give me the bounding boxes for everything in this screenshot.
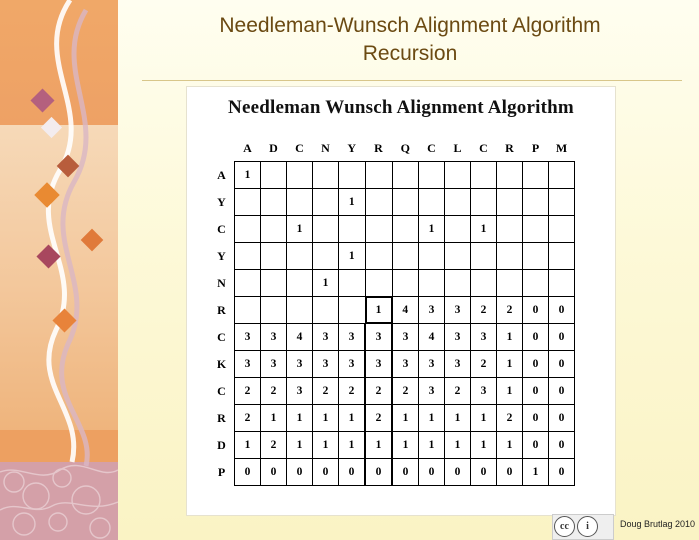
matrix-row-header: P (217, 464, 226, 479)
matrix-cell: 1 (497, 378, 523, 405)
matrix-cell (419, 189, 445, 216)
matrix-cell: 1 (497, 351, 523, 378)
matrix-cell (365, 189, 392, 216)
matrix-row-header: K (216, 356, 227, 371)
matrix-cell: 1 (339, 432, 366, 459)
matrix-row-header: D (217, 437, 226, 452)
matrix-cell (497, 243, 523, 270)
matrix-cell (523, 243, 549, 270)
matrix-cell (523, 189, 549, 216)
matrix-cell (497, 162, 523, 189)
matrix-cell: 0 (339, 459, 366, 486)
matrix-cell (471, 162, 497, 189)
matrix-cell (313, 189, 339, 216)
matrix-cell: 3 (471, 378, 497, 405)
matrix-cell: 3 (339, 324, 366, 351)
matrix-cell (471, 189, 497, 216)
matrix-cell: 2 (471, 297, 497, 324)
matrix-cell (235, 216, 261, 243)
matrix-cell (261, 243, 287, 270)
matrix-cell: 1 (339, 243, 366, 270)
matrix-cell: 0 (523, 324, 549, 351)
matrix-cell: 0 (313, 459, 339, 486)
matrix-row (209, 270, 575, 297)
matrix-cell (392, 189, 419, 216)
matrix-row (209, 459, 575, 486)
matrix-row (209, 243, 575, 270)
matrix-cell (365, 243, 392, 270)
matrix-cell: 1 (445, 432, 471, 459)
matrix-row-header: C (217, 221, 226, 236)
matrix-cell (523, 162, 549, 189)
alignment-matrix (209, 135, 575, 486)
matrix-column-header: R (505, 140, 514, 155)
matrix-cell (523, 216, 549, 243)
matrix-cell: 1 (235, 162, 261, 189)
matrix-row (209, 405, 575, 432)
matrix-cell: 0 (365, 459, 392, 486)
matrix-cell (445, 189, 471, 216)
matrix-cell: 2 (471, 351, 497, 378)
matrix-cell: 1 (261, 405, 287, 432)
matrix-cell: 3 (419, 297, 445, 324)
matrix-cell: 1 (313, 405, 339, 432)
matrix-cell: 1 (497, 432, 523, 459)
matrix-row-header: R (217, 302, 226, 317)
matrix-corner-cell (209, 135, 235, 162)
matrix-header-row (209, 135, 575, 162)
matrix-cell: 3 (261, 324, 287, 351)
matrix-cell (235, 243, 261, 270)
matrix-cell: 0 (549, 405, 575, 432)
matrix-cell: 0 (549, 324, 575, 351)
matrix-cell (392, 243, 419, 270)
matrix-cell: 2 (261, 378, 287, 405)
matrix-cell: 3 (445, 351, 471, 378)
matrix-row (209, 351, 575, 378)
matrix-cell: 0 (392, 459, 419, 486)
matrix-column-header: L (453, 140, 462, 155)
matrix-cell: 2 (392, 378, 419, 405)
matrix-row (209, 297, 575, 324)
matrix-column-header: C (427, 140, 436, 155)
matrix-column-header: Y (347, 140, 357, 155)
matrix-cell: 3 (445, 297, 471, 324)
matrix-column-header: R (374, 140, 383, 155)
matrix-cell (339, 216, 366, 243)
decorative-left-band (0, 0, 118, 540)
matrix-cell: 1 (339, 189, 366, 216)
matrix-cell: 2 (235, 378, 261, 405)
matrix-row-header: C (217, 383, 226, 398)
matrix-cell: 0 (549, 459, 575, 486)
matrix-cell: 1 (471, 405, 497, 432)
slide-title-line1: Needleman-Wunsch Alignment Algorithm (219, 14, 601, 37)
matrix-cell (365, 216, 392, 243)
matrix-cell: 3 (313, 351, 339, 378)
matrix-cell (261, 297, 287, 324)
cc-attribution-icon: i (577, 516, 598, 537)
matrix-cell: 1 (313, 432, 339, 459)
matrix-column-header: A (243, 140, 252, 155)
matrix-cell: 1 (392, 432, 419, 459)
matrix-cell: 0 (445, 459, 471, 486)
matrix-row-header: C (217, 329, 226, 344)
matrix-cell: 3 (392, 351, 419, 378)
matrix-cell: 3 (287, 351, 313, 378)
matrix-cell (235, 270, 261, 297)
matrix-cell (261, 216, 287, 243)
matrix-cell (445, 216, 471, 243)
matrix-cell (339, 270, 366, 297)
matrix-cell: 0 (235, 459, 261, 486)
matrix-cell: 0 (523, 432, 549, 459)
matrix-cell: 2 (445, 378, 471, 405)
matrix-cell (287, 270, 313, 297)
matrix-cell: 1 (313, 270, 339, 297)
matrix-cell: 2 (365, 405, 392, 432)
matrix-cell: 0 (549, 351, 575, 378)
matrix-cell: 2 (497, 405, 523, 432)
matrix-cell: 3 (287, 378, 313, 405)
matrix-cell (287, 162, 313, 189)
matrix-cell: 2 (497, 297, 523, 324)
cc-icon: cc (554, 516, 575, 537)
matrix-cell (261, 270, 287, 297)
matrix-cell: 1 (523, 459, 549, 486)
matrix-cell (313, 243, 339, 270)
matrix-cell (287, 297, 313, 324)
matrix-cell (523, 270, 549, 297)
matrix-cell (445, 270, 471, 297)
matrix-cell: 3 (471, 324, 497, 351)
matrix-cell: 3 (313, 324, 339, 351)
matrix-cell: 0 (523, 405, 549, 432)
matrix-cell: 1 (419, 405, 445, 432)
matrix-cell (313, 216, 339, 243)
matrix-cell: 0 (419, 459, 445, 486)
matrix-cell (419, 162, 445, 189)
matrix-cell: 3 (419, 378, 445, 405)
ribbon-swirl-icon (0, 0, 118, 540)
matrix-cell (549, 216, 575, 243)
matrix-cell (392, 162, 419, 189)
matrix-cell: 4 (287, 324, 313, 351)
matrix-cell: 3 (445, 324, 471, 351)
matrix-cell: 1 (471, 432, 497, 459)
matrix-cell: 4 (419, 324, 445, 351)
matrix-cell (549, 270, 575, 297)
matrix-cell (392, 270, 419, 297)
matrix-cell: 0 (523, 297, 549, 324)
matrix-cell (445, 162, 471, 189)
matrix-cell (419, 270, 445, 297)
matrix-column-header: D (269, 140, 278, 155)
credit-text: Doug Brutlag 2010 (620, 519, 696, 529)
matrix-cell: 0 (523, 378, 549, 405)
matrix-cell: 1 (287, 432, 313, 459)
matrix-cell (497, 270, 523, 297)
matrix-cell (549, 162, 575, 189)
matrix-row-header: Y (217, 248, 226, 263)
matrix-row (209, 216, 575, 243)
matrix-row-header: N (217, 275, 226, 290)
matrix-cell: 1 (419, 216, 445, 243)
matrix-cell (392, 216, 419, 243)
matrix-cell (419, 243, 445, 270)
matrix-cell (471, 243, 497, 270)
slide-title-line2: Recursion (362, 42, 458, 65)
matrix-row (209, 189, 575, 216)
matrix-column-header: P (531, 140, 540, 155)
matrix-row (209, 324, 575, 351)
matrix-cell (549, 189, 575, 216)
matrix-row (209, 432, 575, 459)
matrix-cell: 1 (287, 216, 313, 243)
matrix-cell: 4 (392, 297, 419, 324)
matrix-cell: 0 (497, 459, 523, 486)
matrix-column-header: Q (400, 140, 410, 155)
matrix-cell (497, 189, 523, 216)
matrix-cell: 0 (287, 459, 313, 486)
matrix-cell: 3 (365, 324, 392, 351)
matrix-cell: 2 (261, 432, 287, 459)
matrix-column-header: C (295, 140, 304, 155)
matrix-cell: 1 (392, 405, 419, 432)
matrix-row (209, 378, 575, 405)
matrix-cell: 0 (471, 459, 497, 486)
matrix-row-header: Y (217, 194, 226, 209)
matrix-cell: 1 (497, 324, 523, 351)
matrix-cell: 3 (261, 351, 287, 378)
matrix-cell: 3 (392, 324, 419, 351)
matrix-cell: 3 (235, 351, 261, 378)
matrix-cell: 2 (235, 405, 261, 432)
matrix-row-header: R (217, 410, 226, 425)
matrix-cell: 1 (419, 432, 445, 459)
matrix-cell (365, 162, 392, 189)
matrix-cell (235, 189, 261, 216)
matrix-cell: 3 (365, 351, 392, 378)
matrix-cell: 0 (261, 459, 287, 486)
title-divider (142, 80, 682, 81)
matrix-cell-highlight: 1 (365, 297, 392, 324)
matrix-cell (235, 297, 261, 324)
matrix-cell: 3 (419, 351, 445, 378)
matrix-cell: 2 (365, 378, 392, 405)
matrix-cell: 0 (549, 378, 575, 405)
matrix-cell (471, 270, 497, 297)
matrix-cell: 0 (523, 351, 549, 378)
matrix-column-header: N (321, 140, 330, 155)
matrix-cell: 3 (235, 324, 261, 351)
matrix-cell (287, 189, 313, 216)
matrix-column-header: M (555, 140, 568, 155)
matrix-cell: 1 (365, 432, 392, 459)
matrix-cell (261, 189, 287, 216)
figure-title: Needleman Wunsch Alignment Algorithm (228, 97, 574, 118)
matrix-cell: 0 (549, 297, 575, 324)
matrix-cell: 2 (313, 378, 339, 405)
matrix-cell (339, 162, 366, 189)
matrix-cell (287, 243, 313, 270)
matrix-column-header: C (479, 140, 488, 155)
matrix-cell: 1 (287, 405, 313, 432)
matrix-cell: 1 (471, 216, 497, 243)
matrix-row (209, 162, 575, 189)
slide-title (130, 12, 690, 68)
matrix-cell: 1 (235, 432, 261, 459)
matrix-cell (261, 162, 287, 189)
matrix-cell: 3 (339, 351, 366, 378)
matrix-cell (313, 297, 339, 324)
creative-commons-badge[interactable] (554, 516, 610, 536)
matrix-cell (339, 297, 366, 324)
matrix-cell: 2 (339, 378, 366, 405)
matrix-cell (549, 243, 575, 270)
matrix-cell (445, 243, 471, 270)
matrix-cell: 1 (339, 405, 366, 432)
matrix-cell (313, 162, 339, 189)
matrix-cell (365, 270, 392, 297)
matrix-row-header: A (217, 167, 226, 182)
figure-panel (186, 86, 616, 516)
alignment-matrix-container (209, 135, 575, 486)
matrix-cell (497, 216, 523, 243)
matrix-cell: 1 (445, 405, 471, 432)
matrix-cell: 0 (549, 432, 575, 459)
